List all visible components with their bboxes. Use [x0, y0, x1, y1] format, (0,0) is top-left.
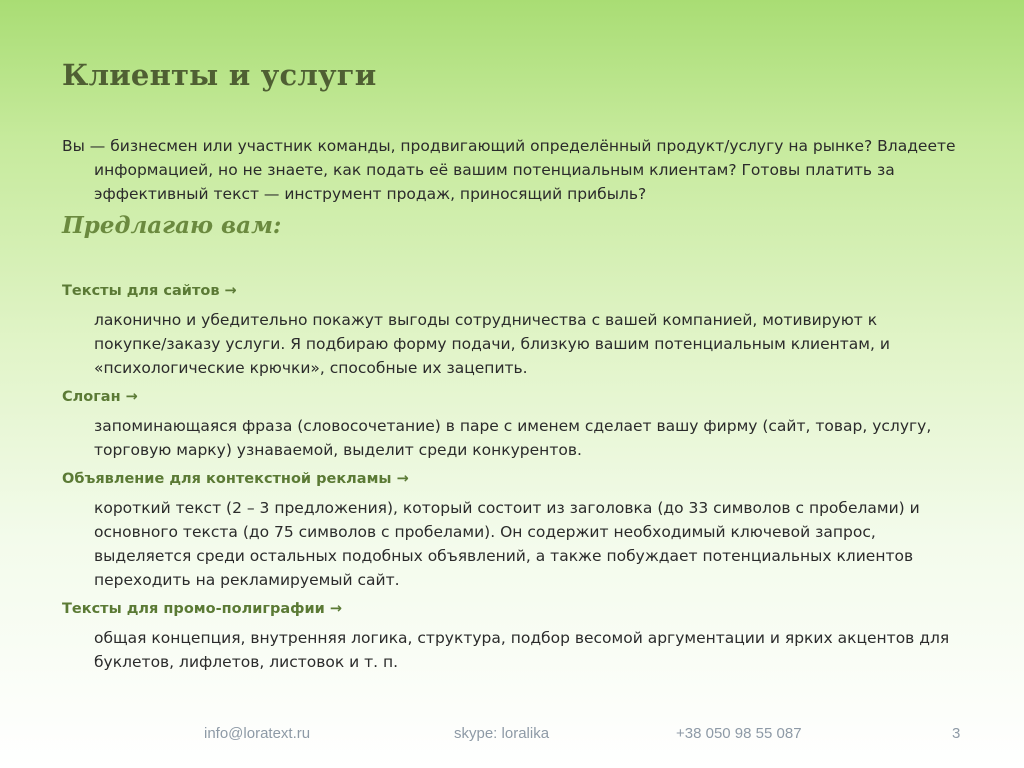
offer-heading: Предлагаю вам: [62, 212, 282, 239]
service-title: Объявление для контекстной рекламы → [62, 471, 409, 487]
service-description: лаконично и убедительно покажут выгоды сотрудничества с вашей компанией, мотивируют к покупке/заказу услуги. Я подбираю форму подачи, близкую вашим потенциальным клиентам, и «психологические крючки», способные их зацепить. [94, 311, 890, 377]
service-title: Тексты для сайтов → [62, 283, 237, 299]
service-item [62, 385, 952, 462]
service-description: короткий текст (2 – 3 предложения), который состоит из заголовка (до 33 символов с пробелами) и основного текста (до 75 символов с пробелами). Он содержит необходимый ключевой запрос, выделяется среди остальных подобных объявлений, а также побуждает потенциальных клиентов переходить на рекламируемый сайт. [94, 499, 920, 589]
service-description: запоминающаяся фраза (словосочетание) в паре с именем сделает вашу фирму (сайт, товар, услугу, торговую марку) узнаваемой, выделит среди конкурентов. [94, 417, 932, 459]
service-item [62, 467, 952, 592]
page-number: 3 [952, 725, 961, 742]
service-item [62, 279, 952, 380]
services-list [62, 279, 952, 679]
footer-skype: skype: loralika [454, 725, 550, 742]
slide-title: Клиенты и услуги [62, 58, 377, 92]
footer-email: info@loratext.ru [204, 725, 311, 742]
footer-phone: +38 050 98 55 087 [676, 725, 802, 742]
service-title: Тексты для промо-полиграфии → [62, 601, 343, 617]
intro-paragraph: Вы — бизнесмен или участник команды, продвигающий определённый продукт/услугу на рынке? Владеете информацией, но не знаете, как подать её вашим потенциальным клиентам? Готовы платить за эффективный текст — инструмент продаж, приносящий прибыль? [62, 137, 956, 203]
service-description: общая концепция, внутренняя логика, структура, подбор весомой аргументации и ярких акцентов для буклетов, лифлетов, листовок и т. п. [94, 629, 950, 671]
service-item [62, 597, 952, 674]
service-title: Слоган → [62, 389, 138, 405]
